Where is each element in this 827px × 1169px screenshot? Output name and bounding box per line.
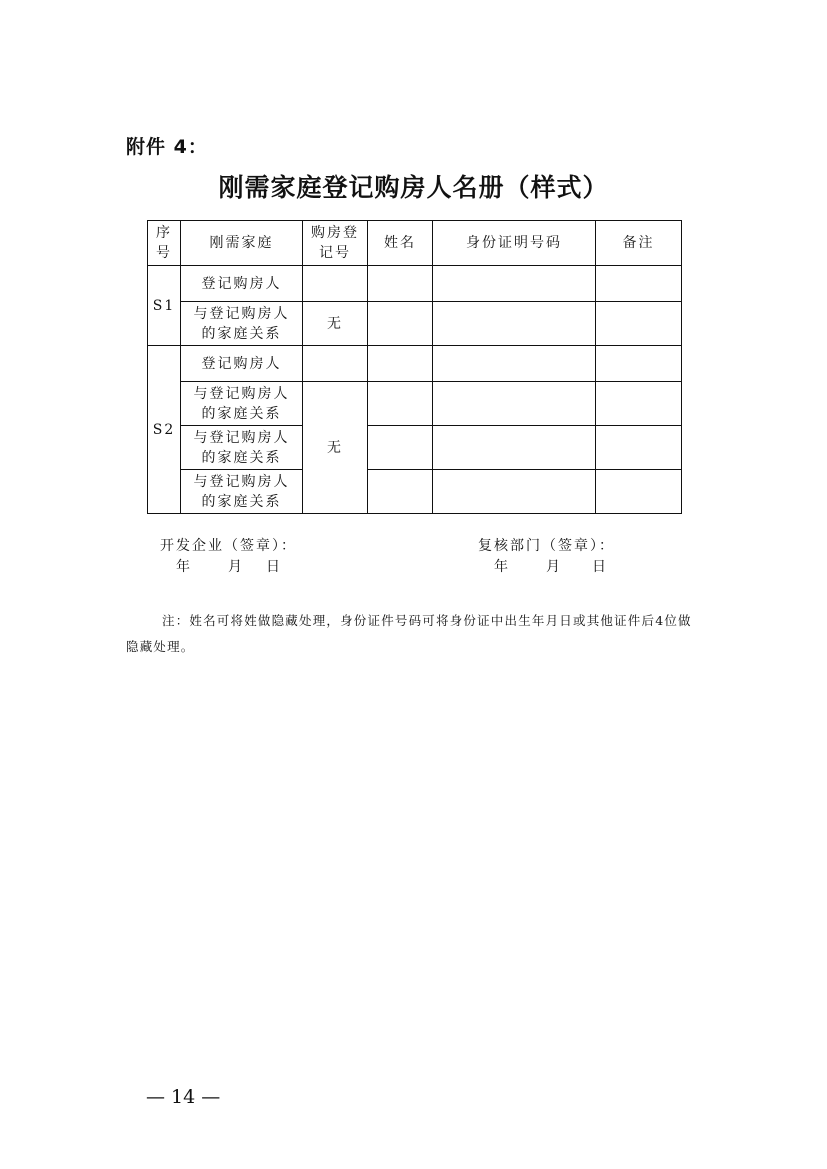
reviewer-date: [478, 557, 615, 578]
name-cell: [368, 426, 433, 470]
header-family: 刚需家庭: [181, 221, 303, 266]
id-no-cell: [433, 382, 596, 426]
date-month: 月: [228, 559, 244, 575]
table-row: [148, 426, 682, 470]
page-number: — 14 —: [146, 1086, 221, 1108]
header-remark: 备注: [596, 221, 682, 266]
header-reg-no: 购房登记号: [303, 221, 368, 266]
remark-cell: [596, 266, 682, 302]
group-id-s1: S1: [148, 266, 181, 346]
developer-seal-label: 开发企业（签章）：: [160, 538, 297, 554]
header-index: 序号: [148, 221, 181, 266]
attachment-label: 附件 4：: [126, 136, 208, 158]
id-no-cell: [433, 266, 596, 302]
footnote: 注：姓名可将姓做隐藏处理，身份证件号码可将身份证中出生年月日或其他证件后4位做隐藏处理。: [126, 613, 692, 654]
table-row: [148, 346, 682, 382]
reg-no-none: 无: [303, 382, 368, 514]
name-cell: [368, 266, 433, 302]
id-no-cell: [433, 426, 596, 470]
remark-cell: [596, 470, 682, 514]
name-cell: [368, 346, 433, 382]
name-cell: [368, 382, 433, 426]
registration-table: [147, 220, 682, 514]
table-row: [148, 266, 682, 302]
relation-label: 与登记购房人的家庭关系: [181, 426, 303, 470]
date-year: 年: [176, 559, 192, 575]
developer-date: [160, 557, 297, 578]
id-no-cell: [433, 346, 596, 382]
id-no-cell: [433, 302, 596, 346]
remark-cell: [596, 426, 682, 470]
header-id-no: 身份证明号码: [433, 221, 596, 266]
table-header-row: [148, 221, 682, 266]
date-day: 日: [266, 559, 282, 575]
reg-no-cell: [303, 346, 368, 382]
relation-label: 与登记购房人的家庭关系: [181, 470, 303, 514]
date-month: 月: [546, 559, 562, 575]
table-row: [148, 382, 682, 426]
buyer-label: 登记购房人: [181, 266, 303, 302]
buyer-label: 登记购房人: [181, 346, 303, 382]
remark-cell: [596, 346, 682, 382]
reviewer-seal-label: 复核部门（签章）：: [478, 538, 615, 554]
name-cell: [368, 302, 433, 346]
remark-cell: [596, 302, 682, 346]
relation-label: 与登记购房人的家庭关系: [181, 382, 303, 426]
date-year: 年: [494, 559, 510, 575]
header-name: 姓名: [368, 221, 433, 266]
table-row: [148, 470, 682, 514]
reg-no-none: 无: [303, 302, 368, 346]
reg-no-cell: [303, 266, 368, 302]
developer-signature-block: [160, 536, 297, 578]
document-title: 刚需家庭登记购房人名册（样式）: [218, 173, 609, 202]
date-day: 日: [592, 559, 608, 575]
reviewer-signature-block: [478, 536, 615, 578]
relation-label: 与登记购房人的家庭关系: [181, 302, 303, 346]
id-no-cell: [433, 470, 596, 514]
name-cell: [368, 470, 433, 514]
remark-cell: [596, 382, 682, 426]
table-row: [148, 302, 682, 346]
group-id-s2: S2: [148, 346, 181, 514]
